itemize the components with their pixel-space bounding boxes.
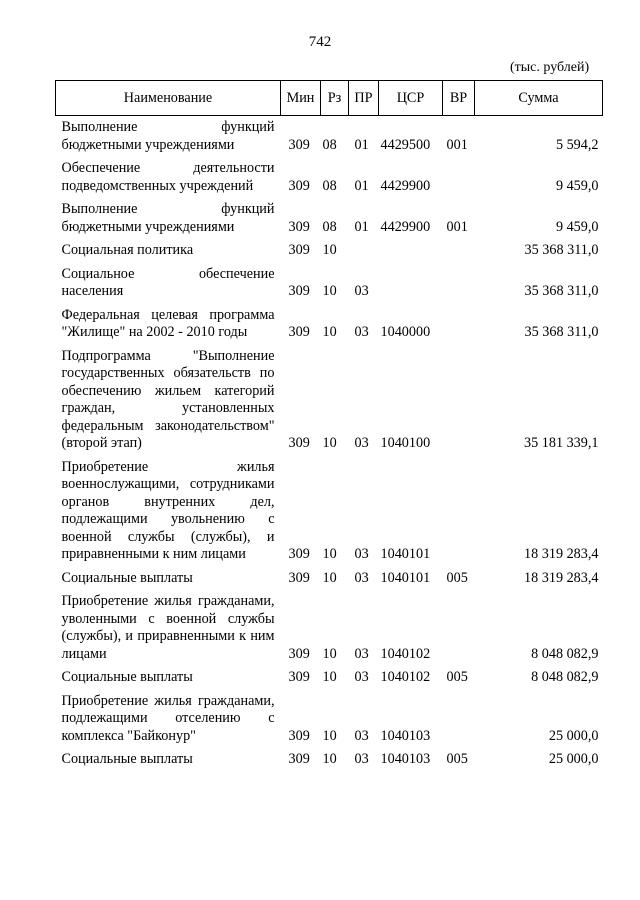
row-vr: 001 xyxy=(446,218,468,235)
row-min: 309 xyxy=(288,136,310,153)
row-name: Федеральная целевая программа "Жилище" на 2002 - 2010 годы xyxy=(61,306,275,340)
row-csr: 4429900 xyxy=(380,218,431,235)
row-pr: 03 xyxy=(354,727,369,744)
row-rz: 10 xyxy=(322,669,337,685)
row-pr: 03 xyxy=(354,283,369,299)
row-pr: 03 xyxy=(354,546,369,562)
table-header xyxy=(56,81,603,116)
row-pr: 03 xyxy=(354,569,369,586)
row-pr: 01 xyxy=(354,218,369,235)
row-min: 309 xyxy=(288,751,310,767)
row-min: 309 xyxy=(288,569,310,586)
budget-table xyxy=(55,80,603,769)
row-name: Подпрограмма "Выполнение государственных обязательств по обеспечению жильем категорий граждан, установленных федеральным законодательством" (второй этап) xyxy=(61,347,275,451)
row-sum: 18 319 283,4 xyxy=(524,546,599,562)
row-csr: 1040103 xyxy=(380,751,431,767)
row-rz: 10 xyxy=(322,727,337,744)
row-rz: 08 xyxy=(322,177,337,194)
header-name: Наименование xyxy=(56,81,281,116)
row-csr: 1040103 xyxy=(380,727,431,744)
row-name: Социальные выплаты xyxy=(61,669,193,685)
row-min: 309 xyxy=(288,218,310,235)
row-pr: 01 xyxy=(354,177,369,194)
units-label: (тыс. рублей) xyxy=(510,60,590,75)
row-vr xyxy=(443,236,475,260)
row-vr xyxy=(443,342,475,453)
row-csr: 4429900 xyxy=(380,177,431,194)
row-csr: 4429500 xyxy=(380,136,431,153)
row-sum: 8 048 082,9 xyxy=(531,669,599,685)
row-sum: 9 459,0 xyxy=(555,218,599,235)
row-rz: 10 xyxy=(322,751,337,767)
row-sum: 5 594,2 xyxy=(555,136,599,153)
table-row xyxy=(56,663,603,687)
row-csr xyxy=(379,260,443,301)
row-name: Социальная политика xyxy=(61,242,194,258)
row-name: Выполнение функций бюджетными учреждениями xyxy=(61,201,275,235)
row-csr: 1040101 xyxy=(380,546,431,562)
row-min: 309 xyxy=(288,669,310,685)
row-csr: 1040102 xyxy=(380,669,431,685)
table-row xyxy=(56,687,603,746)
row-sum: 35 368 311,0 xyxy=(524,324,599,340)
row-vr: 005 xyxy=(446,569,468,586)
row-rz: 10 xyxy=(322,283,337,299)
row-min: 309 xyxy=(288,645,310,662)
row-sum: 35 368 311,0 xyxy=(524,242,599,258)
row-pr: 03 xyxy=(354,751,369,767)
row-vr xyxy=(443,301,475,342)
row-name: Приобретение жилья военнослужащими, сотрудниками органов внутренних дел, подлежащими увольнению с военной службы (службы), и приравненными к ним лицами xyxy=(61,458,275,562)
row-vr: 005 xyxy=(446,669,468,685)
row-min: 309 xyxy=(288,324,310,340)
row-vr: 001 xyxy=(446,136,468,153)
table-row xyxy=(56,587,603,663)
row-vr xyxy=(443,260,475,301)
row-name: Социальные выплаты xyxy=(61,751,193,767)
row-pr: 03 xyxy=(354,435,369,451)
row-rz: 08 xyxy=(322,136,337,153)
header-rz: Рз xyxy=(321,81,349,116)
row-vr xyxy=(443,154,475,195)
row-sum: 35 181 339,1 xyxy=(524,435,599,451)
table-row xyxy=(56,236,603,260)
row-pr: 03 xyxy=(354,324,369,340)
row-rz: 10 xyxy=(322,645,337,662)
row-sum: 25 000,0 xyxy=(548,727,599,744)
header-row xyxy=(56,81,603,116)
row-sum: 18 319 283,4 xyxy=(524,569,599,586)
row-sum: 35 368 311,0 xyxy=(524,283,599,299)
table-row xyxy=(56,564,603,588)
table-row xyxy=(56,260,603,301)
row-csr: 1040000 xyxy=(380,324,431,340)
row-name: Социальное обеспечение населения xyxy=(61,265,275,299)
row-csr: 1040100 xyxy=(380,435,431,451)
row-rz: 10 xyxy=(322,242,337,258)
row-name: Социальные выплаты xyxy=(61,569,193,586)
row-pr: 03 xyxy=(354,669,369,685)
row-min: 309 xyxy=(288,546,310,562)
table-row xyxy=(56,195,603,236)
row-vr: 005 xyxy=(446,751,468,767)
row-min: 309 xyxy=(288,177,310,194)
row-min: 309 xyxy=(288,727,310,744)
row-csr: 1040101 xyxy=(380,569,431,586)
table-row xyxy=(56,745,603,769)
row-rz: 10 xyxy=(322,569,337,586)
header-csr: ЦСР xyxy=(379,81,443,116)
header-vr: ВР xyxy=(443,81,475,116)
row-vr xyxy=(443,687,475,746)
header-min: Мин xyxy=(281,81,321,116)
header-pr: ПР xyxy=(349,81,379,116)
row-rz: 10 xyxy=(322,324,337,340)
row-pr: 01 xyxy=(354,136,369,153)
table-row xyxy=(56,116,603,155)
row-vr xyxy=(443,453,475,564)
row-vr xyxy=(443,587,475,663)
row-rz: 10 xyxy=(322,546,337,562)
row-pr xyxy=(349,236,379,260)
table-row xyxy=(56,453,603,564)
table-row xyxy=(56,301,603,342)
row-min: 309 xyxy=(288,283,310,299)
row-name: Приобретение жилья гражданами, уволенными с военной службы (службы), и приравненными к ним лицами xyxy=(61,593,275,662)
row-min: 309 xyxy=(288,435,310,451)
table-body xyxy=(56,116,603,769)
row-pr: 03 xyxy=(354,645,369,662)
row-csr xyxy=(379,236,443,260)
row-name: Обеспечение деятельности подведомственных учреждений xyxy=(61,160,275,194)
table-row xyxy=(56,154,603,195)
row-rz: 10 xyxy=(322,435,337,451)
row-sum: 9 459,0 xyxy=(555,177,599,194)
row-csr: 1040102 xyxy=(380,645,431,662)
table-row xyxy=(56,342,603,453)
header-sum: Сумма xyxy=(475,81,603,116)
row-sum: 25 000,0 xyxy=(548,751,599,767)
page-number: 742 xyxy=(308,34,332,50)
row-name: Приобретение жилья гражданами, подлежащими отселению с комплекса "Байконур" xyxy=(61,692,275,744)
row-rz: 08 xyxy=(322,218,337,235)
row-min: 309 xyxy=(288,242,310,258)
row-name: Выполнение функций бюджетными учреждениями xyxy=(61,119,275,153)
row-sum: 8 048 082,9 xyxy=(531,645,599,662)
